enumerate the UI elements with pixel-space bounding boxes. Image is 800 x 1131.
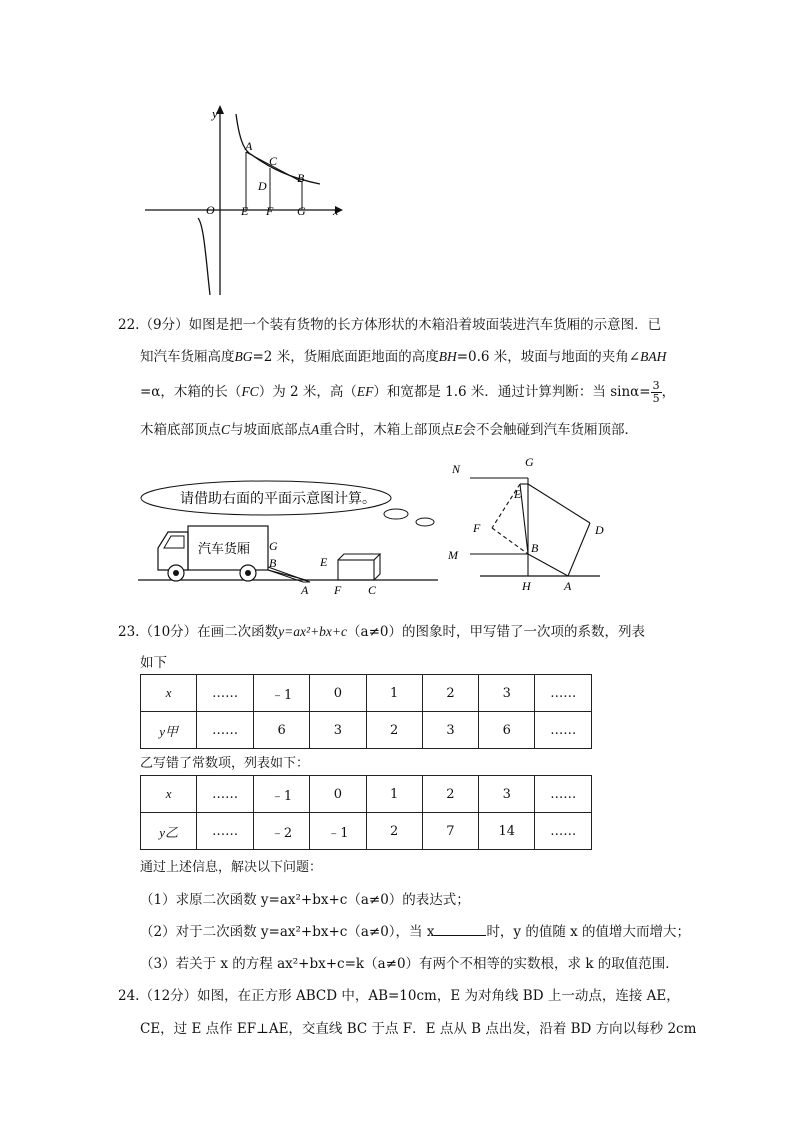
q24-line2: CE，过 E 点作 EF⊥AE，交直线 BC 于点 F．E 点从 B 点出发，沿着 BD 方向以每秒 2cm [140,1021,697,1037]
q22-line3: =α，木箱的长（FC）为 2 米，高（EF）和宽都是 1.6 米．通过计算判断：当 sinα= $\frac{3}{5}$ ， [140,379,676,405]
y-axis-label: y [212,106,218,121]
q22-line4: 木箱底部顶点C与坡面底部点A重合时，木箱上部顶点E会不会触碰到汽车货厢顶部． [140,422,639,438]
q23-table-jia [140,674,592,749]
diagram-label-A: A [564,579,572,593]
q24-number: 24. [118,988,140,1004]
table-row: x …… ﹣1 0 1 2 3 …… [141,675,592,712]
table-row: y甲 …… 6 3 2 3 6 …… [141,712,592,749]
table-row: y乙 …… ﹣2 ﹣1 2 7 14 …… [141,813,592,850]
truck-label-A: A [301,583,309,597]
answer-blank [434,923,486,936]
diagram-label-H: H [522,579,531,593]
q23-part3: （3）若关于 x 的方程 ax²+bx+c=k（a≠0）有两个不相等的实数根，求 k 的取值范围． [140,956,679,972]
truck-label-C: C [368,583,377,597]
truck-label-E: E [320,555,328,569]
q23-part2: （2）对于二次函数 y=ax²+bx+c（a≠0），当 x 时，y 的值随 x 的值增大而增大； [140,924,691,940]
q23-mid-text: 乙写错了常数项，列表如下： [140,756,310,771]
q23-part1: （1）求原二次函数 y=ax²+bx+c（a≠0）的表达式； [140,892,470,908]
q23-number: 23. [118,624,140,640]
x-axis-label: x [333,204,339,218]
q24-line1: 24.（12分）如图，在正方形 ABCD 中，AB=10cm，E 为对角线 BD 上一动点，连接 AE， [118,988,680,1004]
q22-score: （9分） [139,317,189,333]
label-G: G [297,204,306,218]
label-C: C [269,154,278,168]
q24-score: （12分） [139,988,198,1004]
q22-line2: 知汽车货厢高度BG=2 米，货厢底面距地面的高度BH=0.6 米，坡面与地面的夹角∠BAH [140,349,667,365]
diagram-label-D: D [595,523,604,537]
truck-text: 汽车货厢 [198,542,251,557]
diagram-label-G: G [525,455,534,469]
label-A: A [245,139,253,153]
diagram-label-B: B [531,541,539,555]
diagram-label-E: E [514,487,522,501]
q23-intro: 通过上述信息，解决以下问题： [140,860,323,875]
label-F: F [266,204,274,218]
label-O: O [206,203,215,217]
truck-label-F: F [334,583,342,597]
label-B: B [297,171,305,185]
q22-number: 22. [118,317,140,333]
truck-label-G: G [269,539,278,553]
q22-line1: 22.（9分）如图是把一个装有货物的长方体形状的木箱沿着坡面装进汽车货厢的示意图．已 [118,317,662,333]
q23-score: （10分） [139,624,198,640]
label-D: D [258,179,267,193]
q21-figure [140,100,350,300]
diagram-label-F: F [473,521,481,535]
label-E: E [241,204,249,218]
fraction-3-5: $\frac{3}{5}$ [652,379,660,405]
bubble-text: 请借助右面的平面示意图计算。 [180,491,376,507]
q22-plane-diagram [440,448,620,598]
q22-truck-illustration [138,470,448,605]
truck-label-B: B [269,556,277,570]
diagram-label-N: N [452,462,461,476]
q23-table-yi [140,775,592,850]
q23-line1: 23.（10分）在画二次函数y=ax²+bx+c（a≠0）的图象时，甲写错了一次项的系数，列表 [118,624,645,640]
table-row: x …… ﹣1 0 1 2 3 …… [141,776,592,813]
diagram-label-M: M [448,548,458,562]
q23-line2: 如下 [140,655,167,671]
